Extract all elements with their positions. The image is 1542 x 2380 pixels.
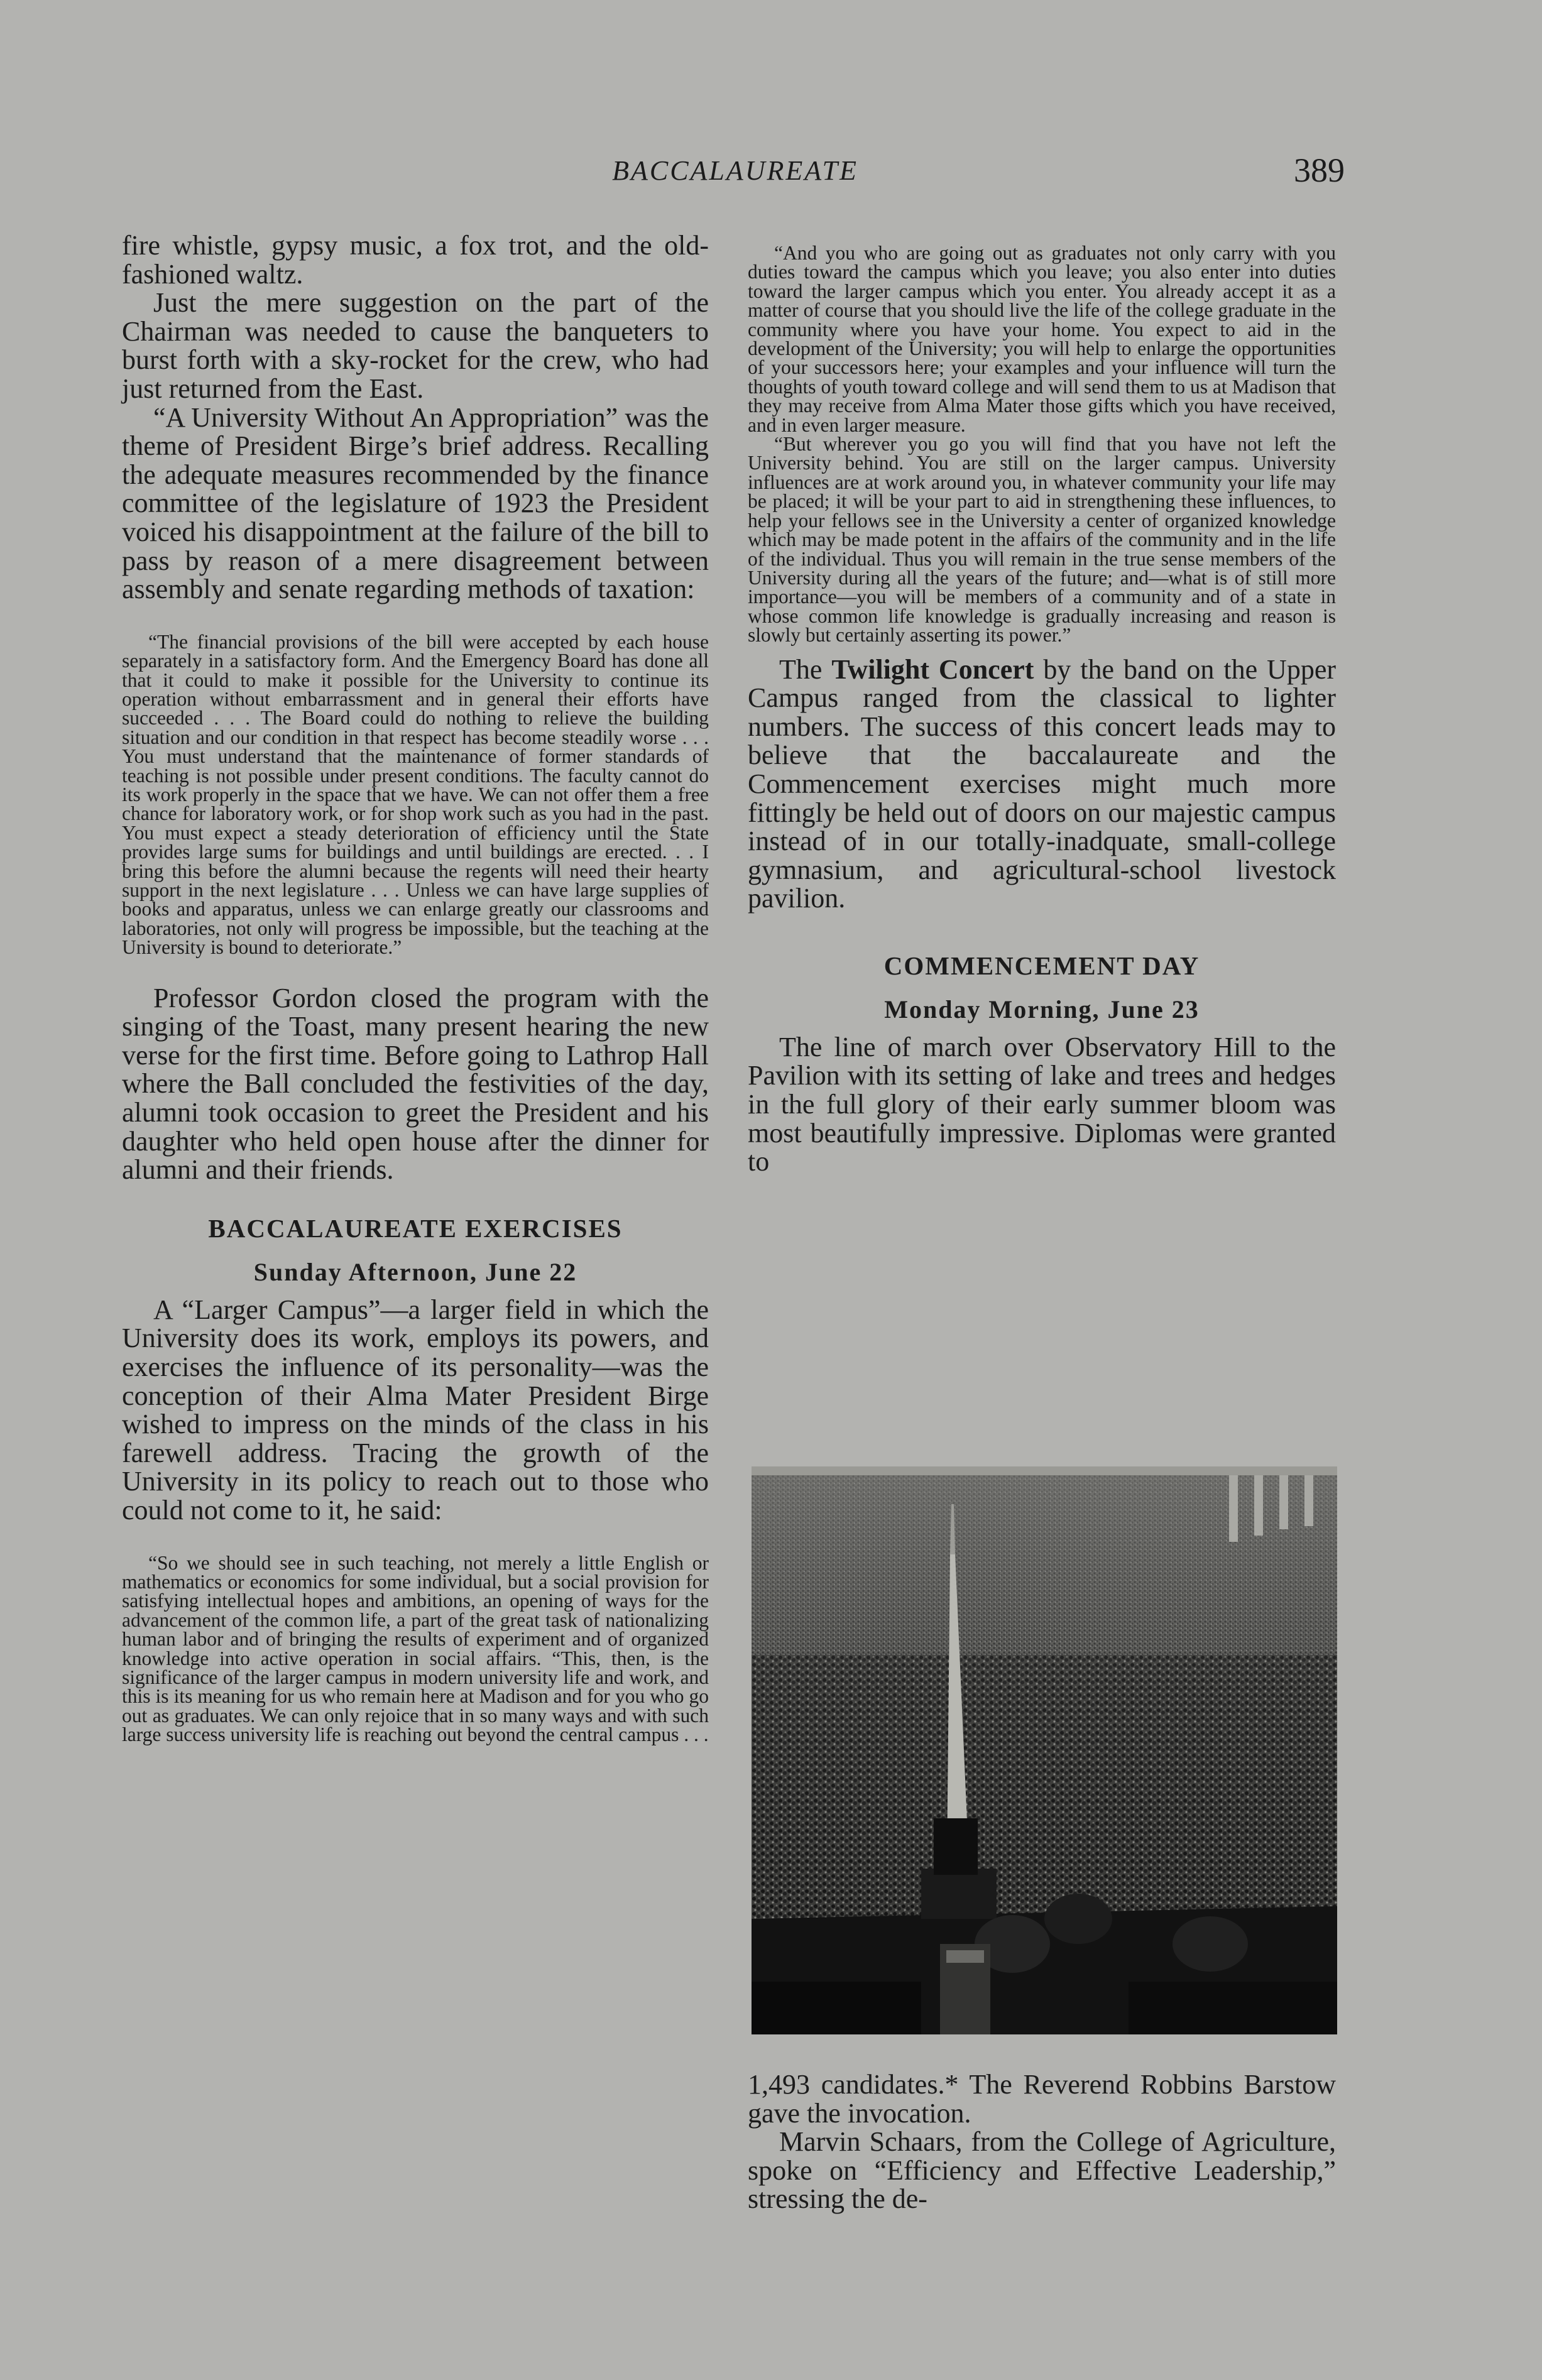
section-subheading: Sunday Afternoon, June 22 (253, 1257, 577, 1286)
paragraph: The line of march over Observatory Hill to the Pavilion with its setting of lake and trees and hedges in the full glory of their early summer bloom was most beautifully impressive. Diplomas were granted to (748, 1031, 1336, 1177)
left-column (122, 231, 709, 1745)
paragraph-twilight-concert (748, 655, 1336, 913)
running-head: BACCALAUREATE (612, 155, 858, 186)
section-heading: BACCALAUREATE EXERCISES (208, 1213, 623, 1243)
bold-text: Twilight Concert (831, 653, 1034, 685)
paragraph: “A University Without An Appropriation” was the theme of President Birge’s brief address. Recalling the adequate measures recommended by the finance committee of the legislature of 1923 the President voiced his disappointment at the failure of the bill to pass by reason of a mere disagreement between assembly and senate regarding methods of taxation: (122, 401, 709, 605)
block-quote: “The financial provisions of the bill were accepted by each house separately in a satisfactory form. And the Emergency Board has done all that it could to make it possible for the University to continue its operation without embarrassment and in general their efforts have succeeded . . . The Board could do nothing to relieve the building situation and our condition in that respect has become steadily worse . . . You must understand that the maintenance of former standards of teaching is not possible under present conditions. The faculty cannot do its work properly in the space that we have. We can not offer them a free chance for laboratory work, or for shop work such as you had in the past. You must expect a steady deterioration of efficiency until the State provides large sums for buildings and until buildings are erected. . . I bring this before the alumni because the regents will need their hearty support in the next legislature . . . Unless we can have large supplies of books and apparatus, unless we can enlarge greatly our classrooms and laboratories, not only will progress be impossible, but the teaching at the University is bound to deteriorate.” (122, 630, 709, 959)
block-quote: “And you who are going out as graduates not only carry with you duties toward the campus which you leave; you also enter into duties toward the larger campus which you enter. You already accept it as a matter of course that you should live the life of the college graduate in the community where you have your home. You expect to aid in the development of the University; you will help to enlarge the opportunities of your successors here; your examples and your influence will turn the thoughts of youth toward college and will send them to us at Madison that they may receive from Alma Mater those gifts which you have received, and in even larger measure. (748, 242, 1336, 436)
paragraph: fire whistle, gypsy music, a fox trot, and the old-fashioned waltz. (122, 230, 709, 290)
section-subheading: Monday Morning, June 23 (884, 995, 1200, 1024)
right-column-continued (748, 2070, 1336, 2214)
paragraph: 1,493 candidates.* The Reverend Robbins Barstow gave the invocation. (748, 2069, 1336, 2129)
block-quote: “But wherever you go you will find that you have not left the University behind. You are still on the larger campus. University influences are at work around you, in whatever community your life may be placed; it will be your part to aid in strengthening these influences, to help your fellows see in the University a center of organized knowledge which may be made potent in the affairs of the community and in the life of the individual. Thus you will remain in the true sense members of the University during all the years of the future; and—what is of still more importance—you will be members of a community and of a state in whose common life knowledge is gradually increasing and reason is slowly but certainly asserting its power.” (748, 433, 1336, 647)
paragraph: Professor Gordon closed the program with the singing of the Toast, many present hearing the new verse for the first time. Before going to Lathrop Hall where the Ball concluded the festivities of the day, alumni took occasion to greet the President and his daughter who held open house after the dinner for alumni and their friends. (122, 982, 709, 1186)
text-span: by the band on the Upper Campus ranged from the classical to lighter numbers. The success of this concert leads may to believe that the baccalaureate and the Commencement exercises might much more fittingly be held out of doors on our majestic campus instead of in our totally-inadquate, small-college gymnasium, and agricultural-school livestock pavilion. (748, 653, 1337, 914)
commencement-photo (752, 1466, 1337, 2034)
paragraph: Marvin Schaars, from the College of Agriculture, spoke on “Efficiency and Effective Leadership,” stressing the de- (748, 2126, 1336, 2215)
block-quote: “So we should see in such teaching, not merely a little English or mathematics or economics for some individual, but a social provision for satisfying intellectual hopes and ambitions, an opening of ways for the advancement of the common life, a part of the great task of nationalizing human labor and of bringing the results of experiment and of organized knowledge into active operation in social affairs. “This, then, is the significance of the larger campus in modern university life and work, and this is its meaning for us who remain here at Madison and for you who go out as graduates. We can only rejoice that in so many ways and with such large success university life is reaching out beyond the central campus . . . (122, 1551, 709, 1746)
section-heading: COMMENCEMENT DAY (883, 951, 1200, 980)
page-number: 389 (1294, 151, 1345, 189)
paragraph: A “Larger Campus”—a larger field in which the University does its work, employs its powers, and exercises the influence of its personality—was the conception of their Alma Mater President Birge wished to impress on the minds of the class in his farewell address. Tracing the growth of the University in its policy to reach out to those who could not come to it, he said: (122, 1294, 709, 1526)
page-header (126, 151, 1345, 195)
paragraph: Just the mere suggestion on the part of the Chairman was needed to cause the banqueters to burst forth with a sky-rocket for the crew, who had just returned from the East. (122, 287, 709, 404)
right-column (748, 244, 1336, 1176)
text-span: The (779, 653, 832, 685)
